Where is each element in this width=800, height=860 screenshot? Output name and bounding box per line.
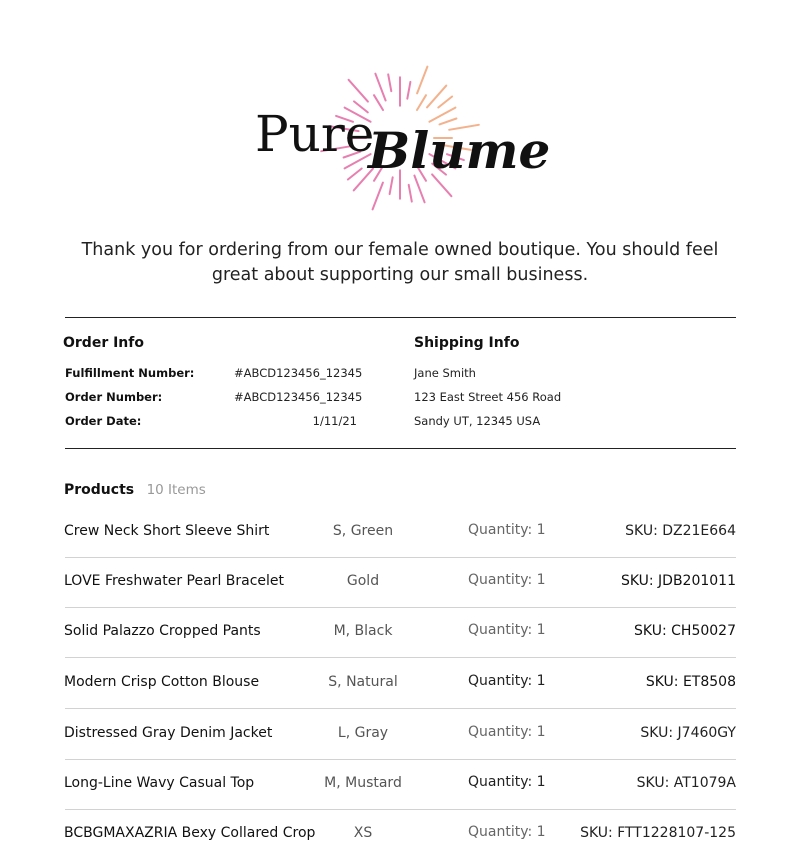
- product-variant: S, Natural: [328, 674, 398, 690]
- shipping-address-line2: Sandy UT, 12345 USA: [414, 414, 541, 428]
- row-divider: [65, 657, 736, 658]
- product-variant: S, Green: [332, 523, 394, 539]
- product-sku: SKU: ET8508: [645, 674, 736, 690]
- logo-word-pure: Pure: [255, 105, 375, 163]
- shipping-address-line1: 123 East Street 456 Road: [414, 390, 562, 404]
- product-quantity: Quantity: 1: [468, 522, 546, 538]
- fulfillment-number-label: Fulfillment Number:: [65, 366, 195, 380]
- product-sku: SKU: JDB201011: [620, 573, 736, 589]
- order-info-title: Order Info: [63, 335, 144, 351]
- thank-you-message: Thank you for ordering from our female owned boutique. You should feel great about supporting our small business.: [81, 240, 719, 285]
- product-quantity: Quantity: 1: [468, 622, 546, 638]
- product-sku: SKU: J7460GY: [640, 725, 736, 741]
- burst-logo-graphic: [250, 60, 550, 220]
- products-title: Products: [64, 482, 135, 498]
- logo-ray: [375, 74, 385, 101]
- product-quantity: Quantity: 1: [468, 572, 546, 588]
- product-quantity: Quantity: 1: [468, 774, 546, 790]
- logo-ray: [348, 169, 362, 180]
- product-name: Solid Palazzo Cropped Pants: [64, 623, 261, 639]
- product-sku: SKU: FTT1228107-125: [580, 825, 736, 841]
- logo-ray: [373, 183, 383, 210]
- product-name: LOVE Freshwater Pearl Bracelet: [64, 573, 285, 589]
- logo-ray: [349, 80, 368, 102]
- product-row: [64, 659, 736, 709]
- logo-ray: [417, 95, 426, 110]
- brand-logo: [250, 60, 550, 220]
- logo-ray: [407, 82, 410, 99]
- product-sku: SKU: DZ21E664: [625, 523, 736, 539]
- row-divider: [65, 708, 736, 709]
- product-sku: SKU: CH50027: [634, 623, 736, 639]
- shipping-info-title: Shipping Info: [414, 335, 520, 351]
- product-row: [64, 508, 736, 558]
- order-date-value: 1/11/21: [312, 414, 357, 428]
- product-sku: SKU: AT1079A: [636, 775, 736, 791]
- product-name: Modern Crisp Cotton Blouse: [64, 674, 260, 690]
- product-quantity: Quantity: 1: [468, 824, 546, 840]
- divider-top: [65, 317, 736, 318]
- logo-ray: [388, 74, 391, 91]
- divider-middle: [65, 448, 736, 449]
- fulfillment-number-value: #ABCD123456_12345: [234, 366, 363, 380]
- products-count: 10 Items: [146, 482, 206, 498]
- logo-ray: [417, 67, 427, 94]
- product-variant: M, Black: [333, 623, 393, 639]
- product-name: BCBGMAXAZRIA Bexy Collared Crop: [64, 825, 316, 841]
- product-variant: Gold: [346, 573, 380, 589]
- product-variant: XS: [353, 825, 373, 841]
- product-name: Long-Line Wavy Casual Top: [64, 775, 255, 791]
- product-row: [64, 710, 736, 760]
- product-name: Crew Neck Short Sleeve Shirt: [64, 523, 270, 539]
- shipping-name: Jane Smith: [414, 366, 476, 380]
- product-quantity: Quantity: 1: [468, 724, 546, 740]
- order-date-label: Order Date:: [65, 414, 142, 428]
- order-number-label: Order Number:: [65, 390, 163, 404]
- product-quantity: Quantity: 1: [468, 673, 546, 689]
- product-row: [64, 810, 736, 860]
- product-name: Distressed Gray Denim Jacket: [64, 725, 273, 741]
- product-variant: M, Mustard: [324, 775, 402, 791]
- logo-ray: [374, 95, 383, 110]
- products-header: [64, 482, 206, 498]
- product-row: [64, 608, 736, 658]
- logo-ray: [409, 185, 412, 202]
- logo-ray: [438, 97, 452, 108]
- logo-word-blume: Blume: [368, 121, 550, 180]
- product-row: [64, 760, 736, 810]
- product-variant: L, Gray: [337, 725, 389, 741]
- product-row: [64, 558, 736, 608]
- order-number-value: #ABCD123456_12345: [234, 390, 363, 404]
